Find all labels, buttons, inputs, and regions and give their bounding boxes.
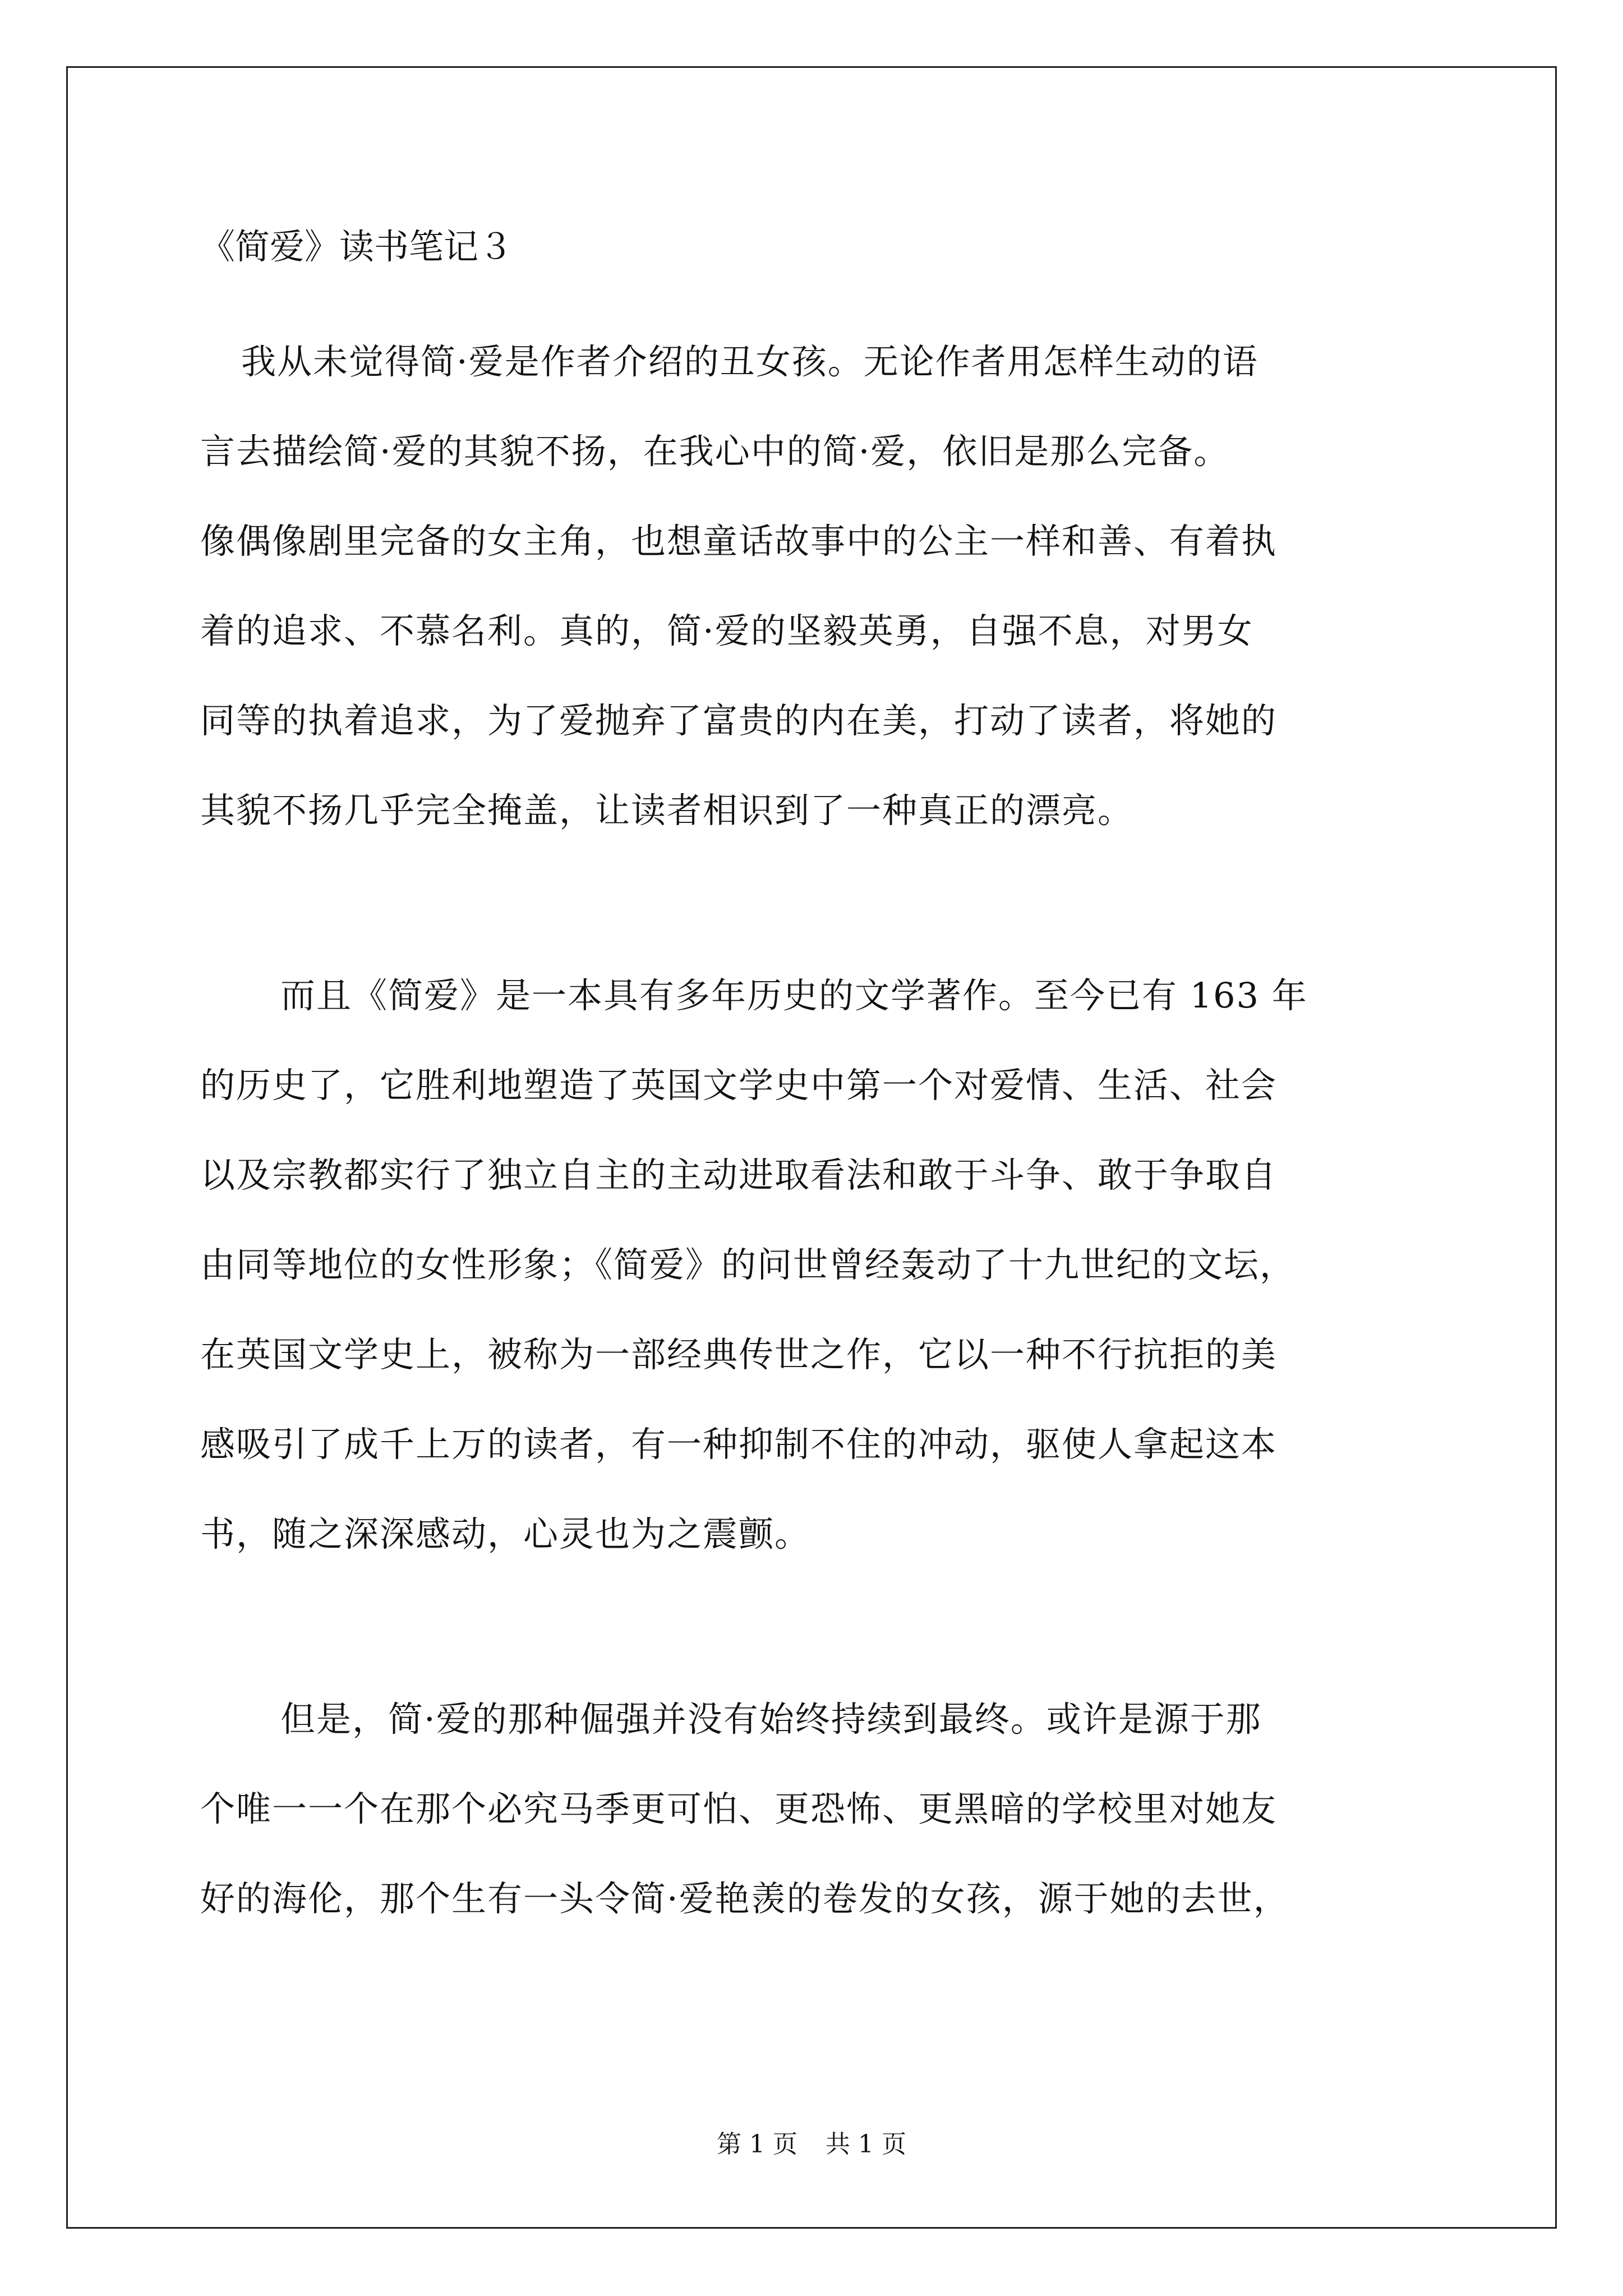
document-title: 《简爱》读书笔记３ bbox=[200, 226, 514, 267]
body-line: 个唯一一个在那个必究马季更可怕、更恐怖、更黑暗的学校里对她友 bbox=[200, 1788, 1278, 1829]
body-line: 像偶像剧里完备的女主角，也想童话故事中的公主一样和善、有着执 bbox=[200, 521, 1278, 562]
page-number: 第 1 页 bbox=[717, 2130, 797, 2159]
body-line: 着的追求、不慕名利。真的，简·爱的坚毅英勇，自强不息，对男女 bbox=[200, 610, 1253, 651]
body-line: 言去描绘简·爱的其貌不扬，在我心中的简·爱，依旧是那么完备。 bbox=[200, 431, 1230, 472]
body-line: 但是，简·爱的那种倔强并没有始终持续到最终。或许是源于那 bbox=[280, 1699, 1262, 1740]
body-line: 的历史了，它胜利地塑造了英国文学史中第一个对爱情、生活、社会 bbox=[200, 1065, 1278, 1106]
body-line: 在英国文学史上，被称为一部经典传世之作，它以一种不行抗拒的美 bbox=[200, 1334, 1278, 1375]
body-line: 由同等地位的女性形象；《简爱》的问世曾经轰动了十九世纪的文坛， bbox=[200, 1244, 1296, 1285]
page-footer bbox=[0, 2129, 1623, 2160]
body-line: 以及宗教都实行了独立自主的主动进取看法和敢于斗争、敢于争取自 bbox=[200, 1154, 1278, 1195]
body-line: 同等的执着追求，为了爱抛弃了富贵的内在美，打动了读者，将她的 bbox=[200, 700, 1278, 741]
body-line: 书，随之深深感动，心灵也为之震颤。 bbox=[200, 1513, 811, 1554]
body-line: 而且《简爱》是一本具有多年历史的文学著作。至今已有 163 年 bbox=[280, 975, 1308, 1016]
page-total: 共 1 页 bbox=[826, 2130, 906, 2159]
body-line: 好的海伦，那个生有一头令简·爱艳羡的卷发的女孩，源于她的去世， bbox=[200, 1878, 1289, 1919]
body-line: 我从未觉得简·爱是作者介绍的丑女孩。无论作者用怎样生动的语 bbox=[241, 341, 1258, 382]
body-line: 其貌不扬几乎完全掩盖，让读者相识到了一种真正的漂亮。 bbox=[200, 790, 1134, 831]
body-line: 感吸引了成千上万的读者，有一种抑制不住的冲动，驱使人拿起这本 bbox=[200, 1424, 1278, 1465]
